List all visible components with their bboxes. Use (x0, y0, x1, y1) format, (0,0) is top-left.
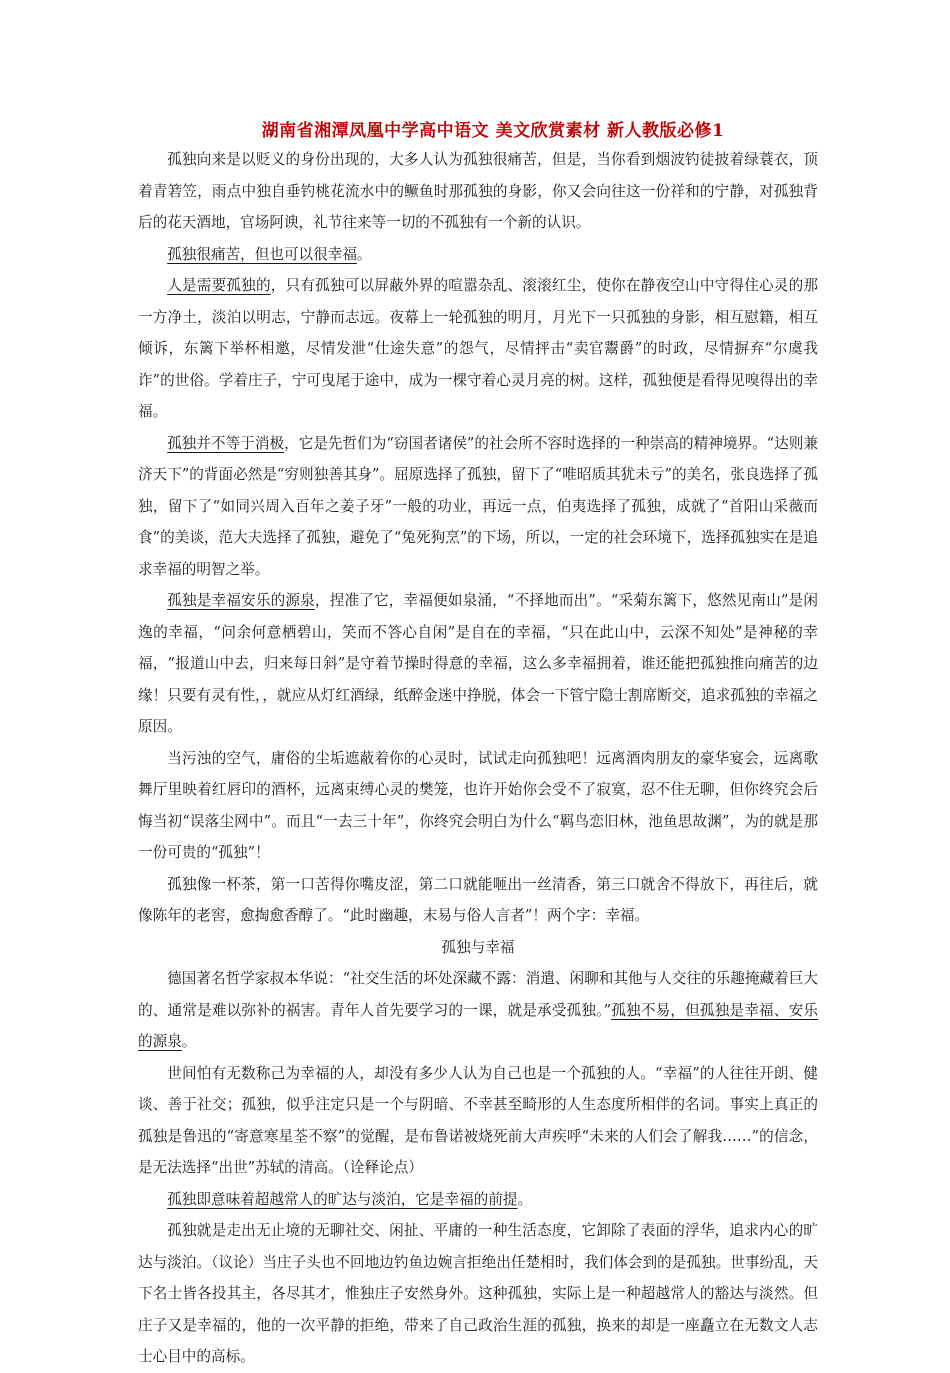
paragraph-text: 。 (517, 1190, 533, 1208)
section-subtitle: 孤独与幸福 (441, 938, 515, 956)
underlined-point: 孤独即意味着超越常人的旷达与淡泊，它是幸福的前提 (167, 1190, 518, 1208)
paragraph-8 (138, 963, 818, 1058)
paragraph-7: 孤独像一杯茶，第一口苦得你嘴皮涩，第二口就能咂出一丝清香，第三口就舍不得放下，再往后，就像陈年的老窖，愈掏愈香醇了。“此时幽趣，末易与俗人言者”！两个字：幸福。 (138, 875, 818, 924)
paragraph-4 (138, 428, 818, 586)
paragraph-text: ，它是先哲们为“窃国者诸侯”的社会所不容时选择的一种崇高的精神境界。“达则兼济天下”的背面必然是“穷则独善其身”。屈原选择了孤独，留下了“唯昭质其犹未亏”的美名，张良选择了孤独，留下了“如同兴周入百年之姜子牙”一般的功业，再远一点，伯夷选择了孤独，成就了“首阳山采薇而食”的美谈，范大夫选择了孤独，避免了“兔死狗烹”的下场，所以，一定的社会环境下，选择孤独实在是追求幸福的明智之举。 (138, 434, 818, 578)
paragraph-5 (138, 585, 818, 743)
document-page (138, 116, 818, 1373)
paragraph-text: 。 (356, 245, 372, 263)
underlined-point: 孤独并不等于消极 (167, 434, 285, 452)
underlined-point: 人是需要孤独的 (167, 277, 271, 294)
paragraph-6: 当污浊的空气，庸俗的尘垢遮蔽着你的心灵时，试试走向孤独吧！远离酒肉朋友的豪华宴会，远离歌舞厅里映着红唇印的酒杯，远离束缚心灵的樊笼，也许开始你会受不了寂寞，忍不住无聊，但你终究会后悔当初“误落尘网中”。而且“一去三十年”，你终究会明白为什么“羁鸟恋旧林，池鱼思故渊”，为的就是那一份可贵的“孤独”！ (138, 749, 818, 861)
paragraph-text: ，捏准了它，幸福便如泉涌，“不择地而出”。“采菊东篱下，悠然见南山”是闲逸的幸福，“问余何意栖碧山，笑而不答心自闲”是自在的幸福，“只在此山中，云深不知处”是神秘的幸福，“报道山中去，归来每日斜”是守着节操时得意的幸福，这么多幸福拥着，谁还能把孤独推向痛苦的边缘！只要有灵有性，，就应从灯红酒绿，纸醉金迷中挣脱，体会一下管宁隐士割席断交，追求孤独的幸福之原因。 (138, 592, 818, 735)
paragraph-text: 德国著名哲学家叔本华说：“社交生活的坏处深藏不露：消遣、闲聊和其他与人交往的乐趣掩藏着巨大的、通常是难以弥补的祸害。青年人首先要学习的一课，就是承受孤独。” (138, 970, 818, 1019)
underlined-thesis: 孤独很痛苦，但也可以很幸福 (167, 245, 357, 263)
underlined-thesis: 孤独不易，但孤独是幸福、安乐的源泉 (138, 1001, 818, 1050)
paragraph-1: 孤独向来是以贬义的身份出现的，大多人认为孤独很痛苦，但是，当你看到烟波钓徒披着绿蓑衣，顶着青箬笠，雨点中独自垂钓桃花流水中的鳜鱼时那孤独的身影，你又会向往这一份祥和的宁静，对孤独背后的花天酒地，官场阿谀，礼节往来等一切的不孤独有一个新的认识。 (138, 151, 818, 231)
document-title: 湖南省湘潭凤凰中学高中语文 美文欣赏素材 新人教版必修1 (261, 121, 725, 141)
underlined-point: 孤独是幸福安乐的源泉 (167, 592, 315, 609)
paragraph-3 (138, 270, 818, 428)
paragraph-9: 世间怕有无数称己为幸福的人，却没有多少人认为自己也是一个孤独的人。“幸福”的人往往开朗、健谈、善于社交；孤独，似乎注定只是一个与阴暗、不幸甚至畸形的人生态度所相伴的名词。事实上真正的孤独是鲁迅的“寄意寒星荃不察”的觉醒，是布鲁诺被烧死前大声疾呼“未来的人们会了解我……”的信念，是无法选择“出世”苏轼的清高。（诠释论点） (138, 1064, 818, 1176)
paragraph-2 (138, 239, 818, 271)
paragraph-11: 孤独就是走出无止境的无聊社交、闲扯、平庸的一种生活态度，它卸除了表面的浮华，追求内心的旷达与淡泊。（议论）当庄子头也不回地边钓鱼边婉言拒绝出任楚相时，我们体会到的是孤独。世事纷乱，天下名士皆各投其主，各尽其才，惟独庄子安然身外。这种孤独，实际上是一种超越常人的豁达与淡然。但庄子又是幸福的，他的一次平静的拒绝，带来了自己政治生涯的孤独，换来的却是一座矗立在无数文人志士心目中的高标。 (138, 1222, 818, 1365)
paragraph-10 (138, 1184, 818, 1216)
paragraph-text: 。 (181, 1033, 197, 1050)
paragraph-text: ，只有孤独可以屏蔽外界的喧嚣杂乱、滚滚红尘，使你在静夜空山中守得住心灵的那一方净土，淡泊以明志，宁静而志远。夜幕上一轮孤独的明月，月光下一只孤独的身影，相互慰籍，相互倾诉，东篱下举杯相邀，尽情发泄“仕途失意”的怨气，尽情抨击“卖官鬻爵”的时政，尽情摒弃“尔虞我诈”的世俗。学着庄子，宁可曳尾于途中，成为一棵守着心灵月亮的树。这样，孤独便是看得见嗅得出的幸福。 (138, 277, 818, 420)
